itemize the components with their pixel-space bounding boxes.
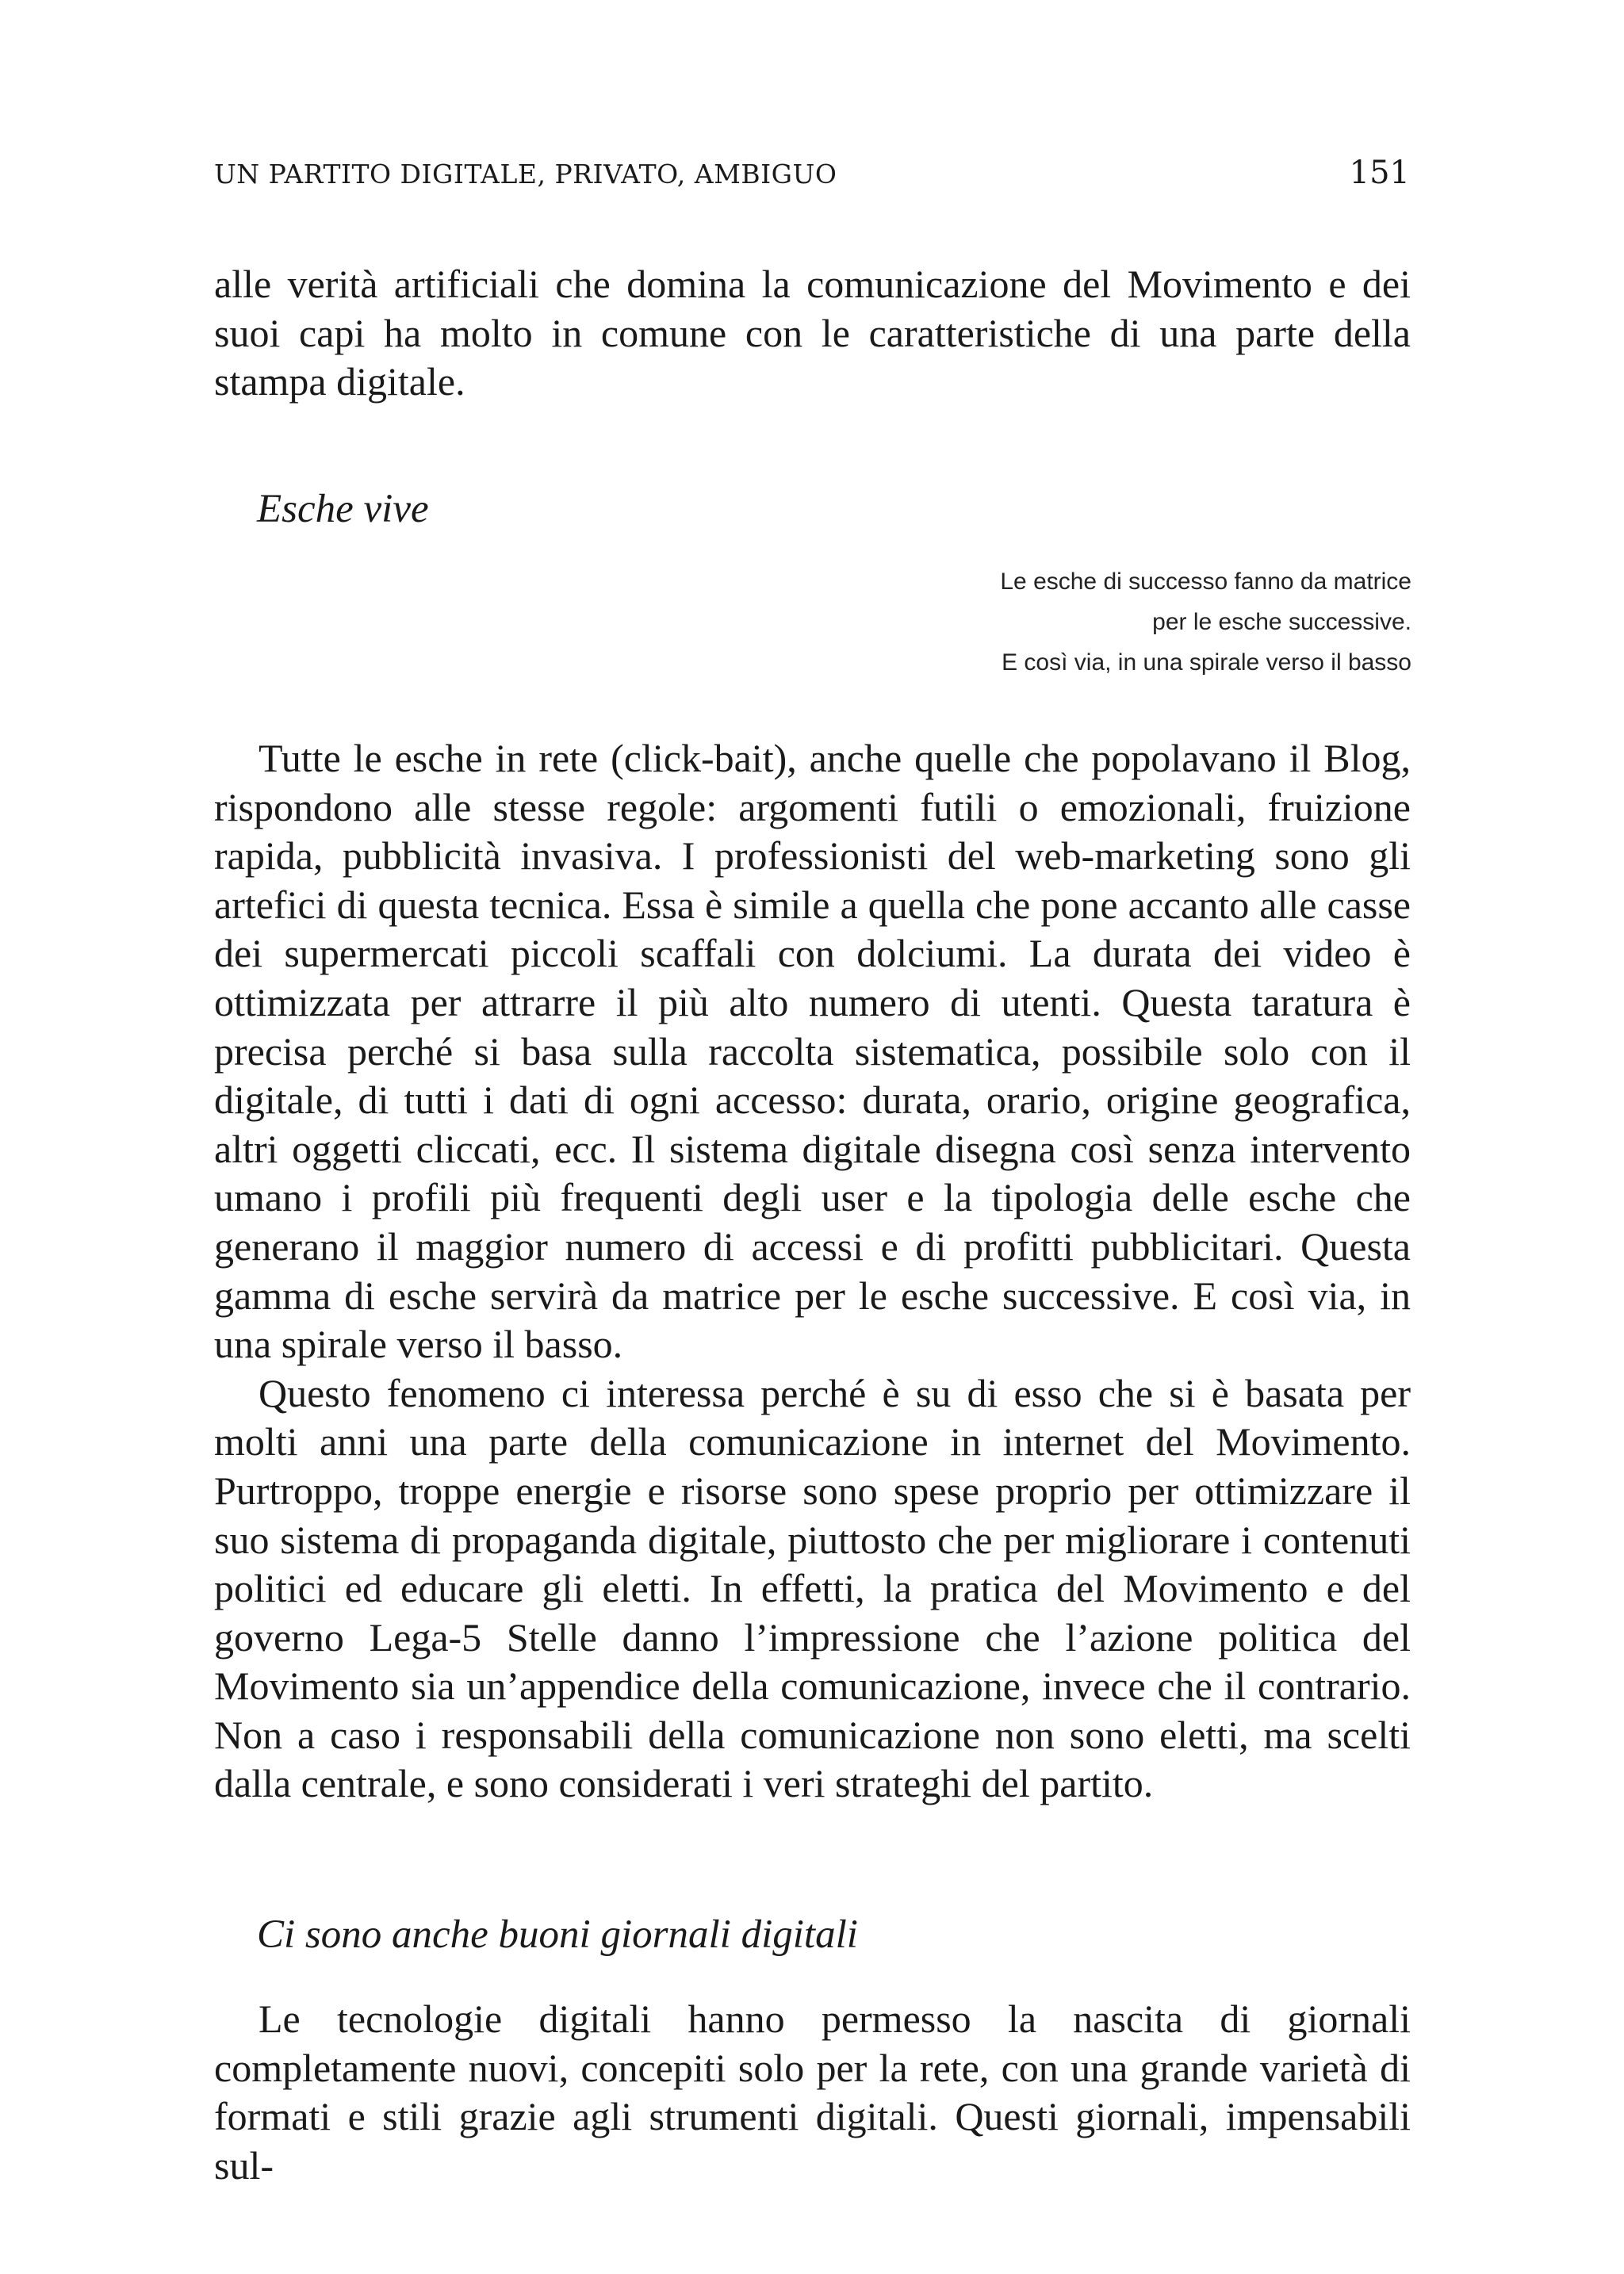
epigraph-line: E così via, in una spirale verso il basso bbox=[1002, 649, 1411, 676]
epigraph bbox=[856, 561, 1411, 683]
body-paragraph: Tutte le esche in rete (click-bait), anche quelle che popolavano il Blog, rispondono alle stesse regole: argomenti futili o emozionali, fruizione rapida, pubblicità invasiva. I professionisti del web-marketing sono gli artefici di questa tecnica. Essa è simile a quella che pone accanto alle casse dei supermercati piccoli scaffali con dolciumi. La durata dei video è ottimizzata per attrarre il più alto numero di utenti. Questa taratura è precisa perché si basa sulla raccolta sistematica, possibile solo con il digitale, di tutti i dati di ogni accesso: durata, orario, origine geografica, altri oggetti cliccati, ecc. Il sistema digitale disegna così senza intervento umano i profili più frequenti degli user e la tipologia delle esche che generano il maggior numero di accessi e di profitti pubblicitari. Questa gamma di esche servirà da matrice per le esche successive. E così via, in una spirale verso il basso. bbox=[214, 736, 1411, 1367]
body-paragraph: Questo fenomeno ci interessa perché è su di esso che si è basata per molti anni una parte della comunicazione in internet del Movimento. Purtroppo, troppe energie e risorse sono spese proprio per ottimizzare il suo sistema di propaganda digitale, piuttosto che per migliorare i contenuti politici ed educare gli eletti. In effetti, la pratica del Movimento e del governo Lega-5 Stelle danno l’impressione che l’azione politica del Movimento sia un’appendice della comunicazione, invece che il contrario. Non a caso i responsabili della comunicazione non sono eletti, ma scelti dalla centrale, e sono considerati i veri strateghi del partito. bbox=[214, 1370, 1411, 1806]
section-heading-buoni-giornali: Ci sono anche buoni giornali digitali bbox=[257, 1912, 858, 1957]
body-paragraph: Le tecnologie digitali hanno permesso la nascita di giornali completamente nuovi, concepiti solo per la rete, con una grande varietà di formati e stili grazie agli strumenti digitali. Questi giornali, impensabili sul- bbox=[214, 1996, 1411, 2188]
section2-body bbox=[214, 1995, 1411, 2190]
running-title: UN PARTITO DIGITALE, PRIVATO, AMBIGUO bbox=[214, 159, 837, 190]
section1-body bbox=[214, 734, 1411, 1809]
intro-paragraph: alle verità artificiali che domina la comunicazione del Movimento e dei suoi capi ha molto in comune con le caratteristiche di una parte della stampa digitale. bbox=[214, 262, 1411, 404]
section-heading-esche-vive: Esche vive bbox=[257, 487, 429, 531]
running-head bbox=[214, 155, 1410, 194]
epigraph-line: per le esche successive. bbox=[1152, 609, 1411, 635]
epigraph-line: Le esche di successo fanno da matrice bbox=[1000, 568, 1411, 595]
page-number: 151 bbox=[1349, 155, 1410, 191]
intro-continuation bbox=[214, 260, 1411, 407]
